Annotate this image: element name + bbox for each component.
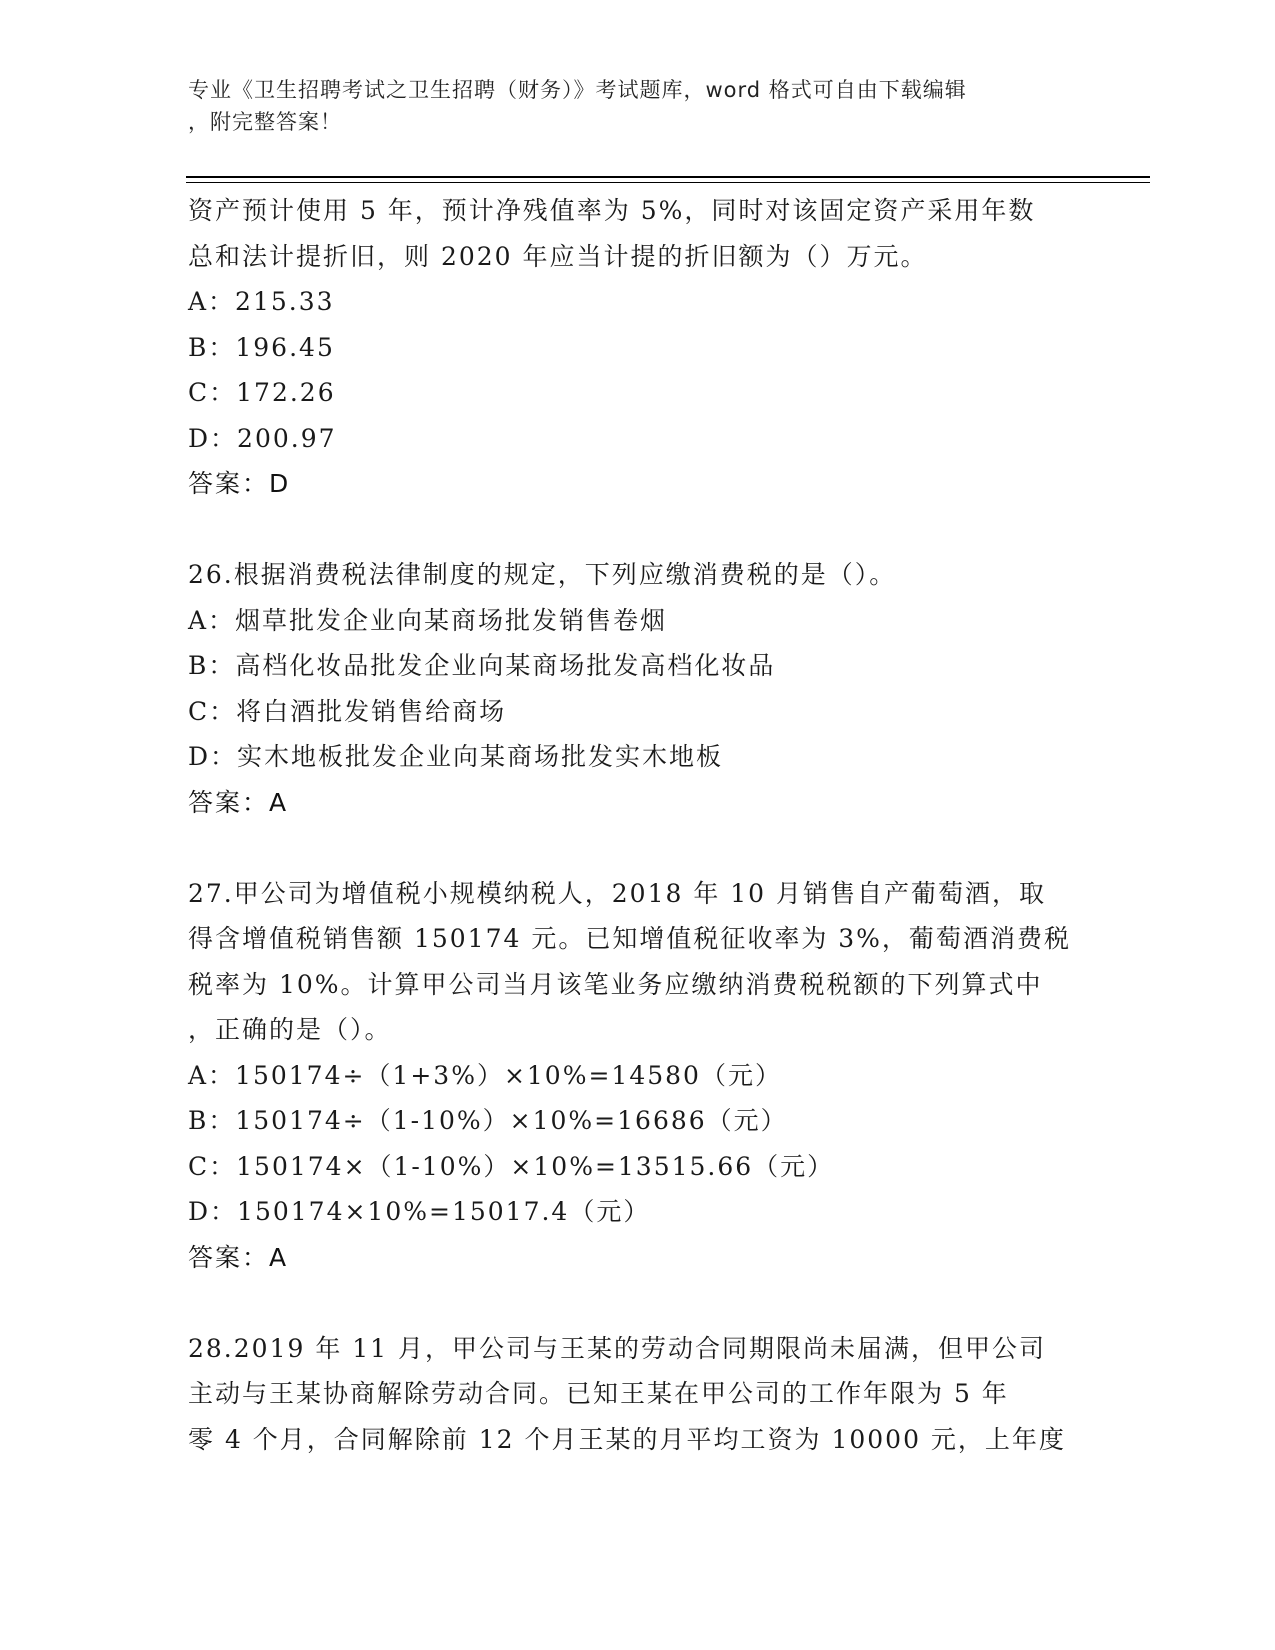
question-text-line: 税率为 10%。计算甲公司当月该笔业务应缴纳消费税税额的下列算式中 (188, 969, 1043, 999)
header-rule-thin (186, 182, 1150, 183)
header-line-2: ，附完整答案！ (188, 110, 342, 134)
question-text-line: 26.根据消费税法律制度的规定，下列应缴消费税的是（）。 (188, 560, 897, 589)
header-line-1: 专业《卫生招聘考试之卫生招聘（财务）》考试题库，word 格式可自由下载编辑 (188, 78, 967, 102)
question-list (188, 188, 1088, 1462)
option-c: C：172.26 (188, 378, 336, 407)
document-header (188, 74, 1068, 138)
option-d: D：实木地板批发企业向某商场批发实木地板 (188, 742, 724, 771)
spacer (188, 1280, 1088, 1326)
question-text-line: 总和法计提折旧，则 2020 年应当计提的折旧额为（）万元。 (188, 241, 928, 271)
option-d: D：150174×10%=15017.4（元） (188, 1197, 651, 1226)
option-b: B：150174÷（1-10%）×10%=16686（元） (188, 1106, 788, 1135)
question-27 (188, 871, 1088, 1281)
question-text-line: 资产预计使用 5 年，预计净残值率为 5%，同时对该固定资产采用年数 (188, 196, 1036, 225)
answer-line: 答案：A (188, 787, 289, 817)
question-text-line: 零 4 个月，合同解除前 12 个月王某的月平均工资为 10000 元，上年度 (188, 1424, 1066, 1454)
question-28 (188, 1326, 1088, 1463)
answer-line: 答案：D (188, 469, 291, 498)
option-d: D：200.97 (188, 423, 337, 453)
spacer (188, 507, 1088, 553)
option-c: C：将白酒批发销售给商场 (188, 696, 507, 726)
question-text-line: 27.甲公司为增值税小规模纳税人，2018 年 10 月销售自产葡萄酒，取 (188, 878, 1047, 908)
question-text-line: 得含增值税销售额 150174 元。已知增值税征收率为 3%，葡萄酒消费税 (188, 924, 1071, 953)
question-25 (188, 188, 1088, 507)
answer-line: 答案：A (188, 1242, 289, 1272)
option-a: A：215.33 (188, 287, 335, 316)
question-text-line: ，正确的是（）。 (188, 1015, 392, 1044)
question-text-line: 主动与王某协商解除劳动合同。已知王某在甲公司的工作年限为 5 年 (188, 1379, 1009, 1408)
header-rule-thick (186, 176, 1150, 178)
option-b: B：高档化妆品批发企业向某商场批发高档化妆品 (188, 651, 776, 680)
option-b: B：196.45 (188, 332, 335, 362)
spacer (188, 825, 1088, 871)
question-text-line: 28.2019 年 11 月，甲公司与王某的劳动合同期限尚未届满，但甲公司 (188, 1333, 1047, 1363)
option-a: A：150174÷（1+3%）×10%=14580（元） (188, 1060, 782, 1090)
question-26 (188, 552, 1088, 825)
option-c: C：150174×（1-10%）×10%=13515.66（元） (188, 1151, 835, 1181)
option-a: A：烟草批发企业向某商场批发销售卷烟 (188, 605, 668, 635)
